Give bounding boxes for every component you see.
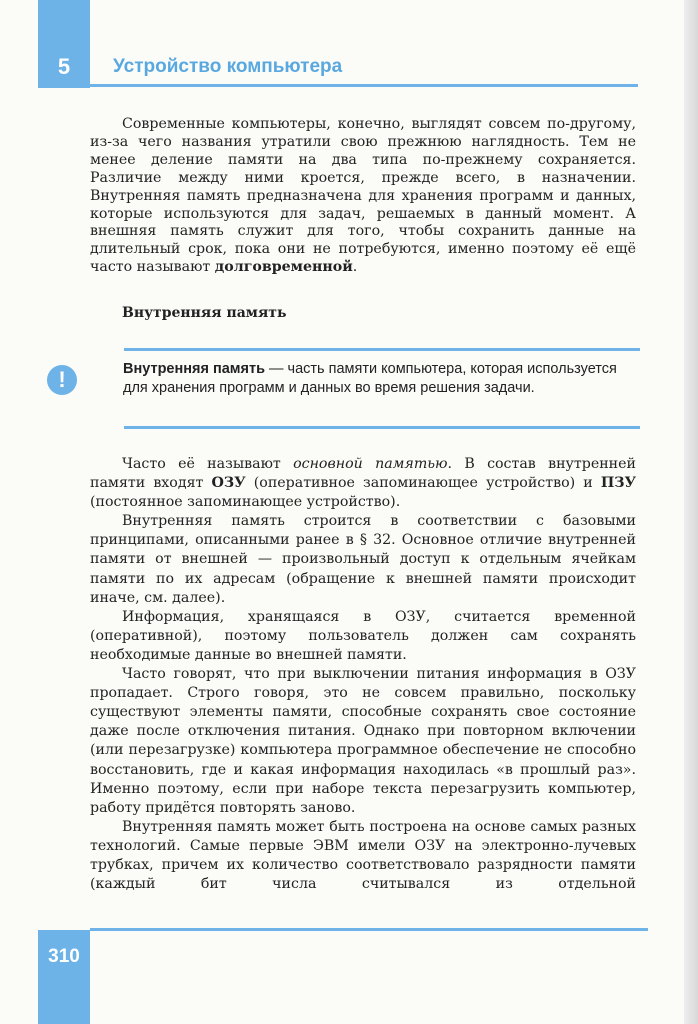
section-heading: Внутренняя память: [122, 305, 287, 321]
definition-text: — часть памяти компьютера, которая используется для хранения программ и данных во время решения задачи.: [123, 361, 617, 396]
paragraph: [90, 455, 636, 512]
chapter-title: Устройство компьютера: [113, 56, 343, 77]
text: . В состав внутренней памяти входят: [90, 456, 636, 492]
header-rule: [90, 84, 638, 87]
exclamation-icon: !: [47, 365, 77, 395]
page-edge-shadow: [684, 0, 698, 1024]
intro-end: .: [352, 259, 358, 276]
text: (оперативное запоминающее устройство) и: [245, 475, 601, 492]
footer-rule: [90, 928, 648, 931]
bold-term-ozu: ОЗУ: [211, 475, 246, 492]
body-text: [90, 455, 636, 894]
intro-bold-term: долговременной: [214, 259, 353, 276]
definition-term: Внутренняя память: [123, 361, 265, 377]
page-number-tab: [38, 930, 90, 1024]
paragraph: Информация, хранящаяся в ОЗУ, считается временной (оперативной), поэтому пользователь должен сам сохранять необходимые данные во внешней памяти.: [90, 608, 636, 663]
definition-rule-top: [124, 348, 640, 351]
text: (постоянное запоминающее устройство).: [90, 494, 401, 511]
page-number: 310: [48, 946, 80, 967]
paragraph: Внутренняя память строится в соответствии с базовыми принципами, описанными ранее в § 32. Основное отличие внутренней памяти от внешней — произвольный доступ к отдельным ячейкам памяти по их адресам (обращение к внешней памяти происходит иначе, см. далее).: [90, 513, 636, 606]
bold-term-pzu: ПЗУ: [600, 475, 636, 492]
paragraph: Внутренняя память может быть построена на основе самых разных технологий. Самые первые ЭВМ имели ОЗУ на электронно-лучевых трубках, причем их количество соответствовало разрядности памяти (каждый бит числа считывался из отдельной: [90, 818, 636, 893]
italic-term: основной памятью: [293, 456, 448, 472]
definition-box: [123, 360, 623, 398]
intro-paragraph: [90, 116, 636, 277]
chapter-number: 5: [57, 54, 71, 79]
text: Часто её называют: [122, 456, 294, 472]
paragraph: Часто говорят, что при выключении питания информация в ОЗУ пропадает. Строго говоря, это не совсем правильно, поскольку существуют элементы памяти, способные сохранять свое состояние даже после отключения питания. Однако при повторном включении (или перезагрузке) компьютера программное обеспечение не способно восстановить, где и какая информация находилась «в прошлый раз». Именно поэтому, если при наборе текста перезагрузить компьютер, работу придётся повторять заново.: [90, 666, 636, 816]
intro-text: Современные компьютеры, конечно, выглядят совсем по-другому, из-за чего названия утратили свою прежнюю наглядность. Тем не менее деление памяти на два типа по-прежнему сохраняется. Различие между ними кроется, прежде всего, в назначении. Внутренняя память предназначена для хранения программ и данных, которые используются для задач, решаемых в данный момент. А внешняя память служит для того, чтобы сохранить данные на длительный срок, пока они не потребуются, именно поэтому её ещё часто называют: [90, 116, 636, 276]
definition-rule-bottom: [124, 426, 640, 429]
